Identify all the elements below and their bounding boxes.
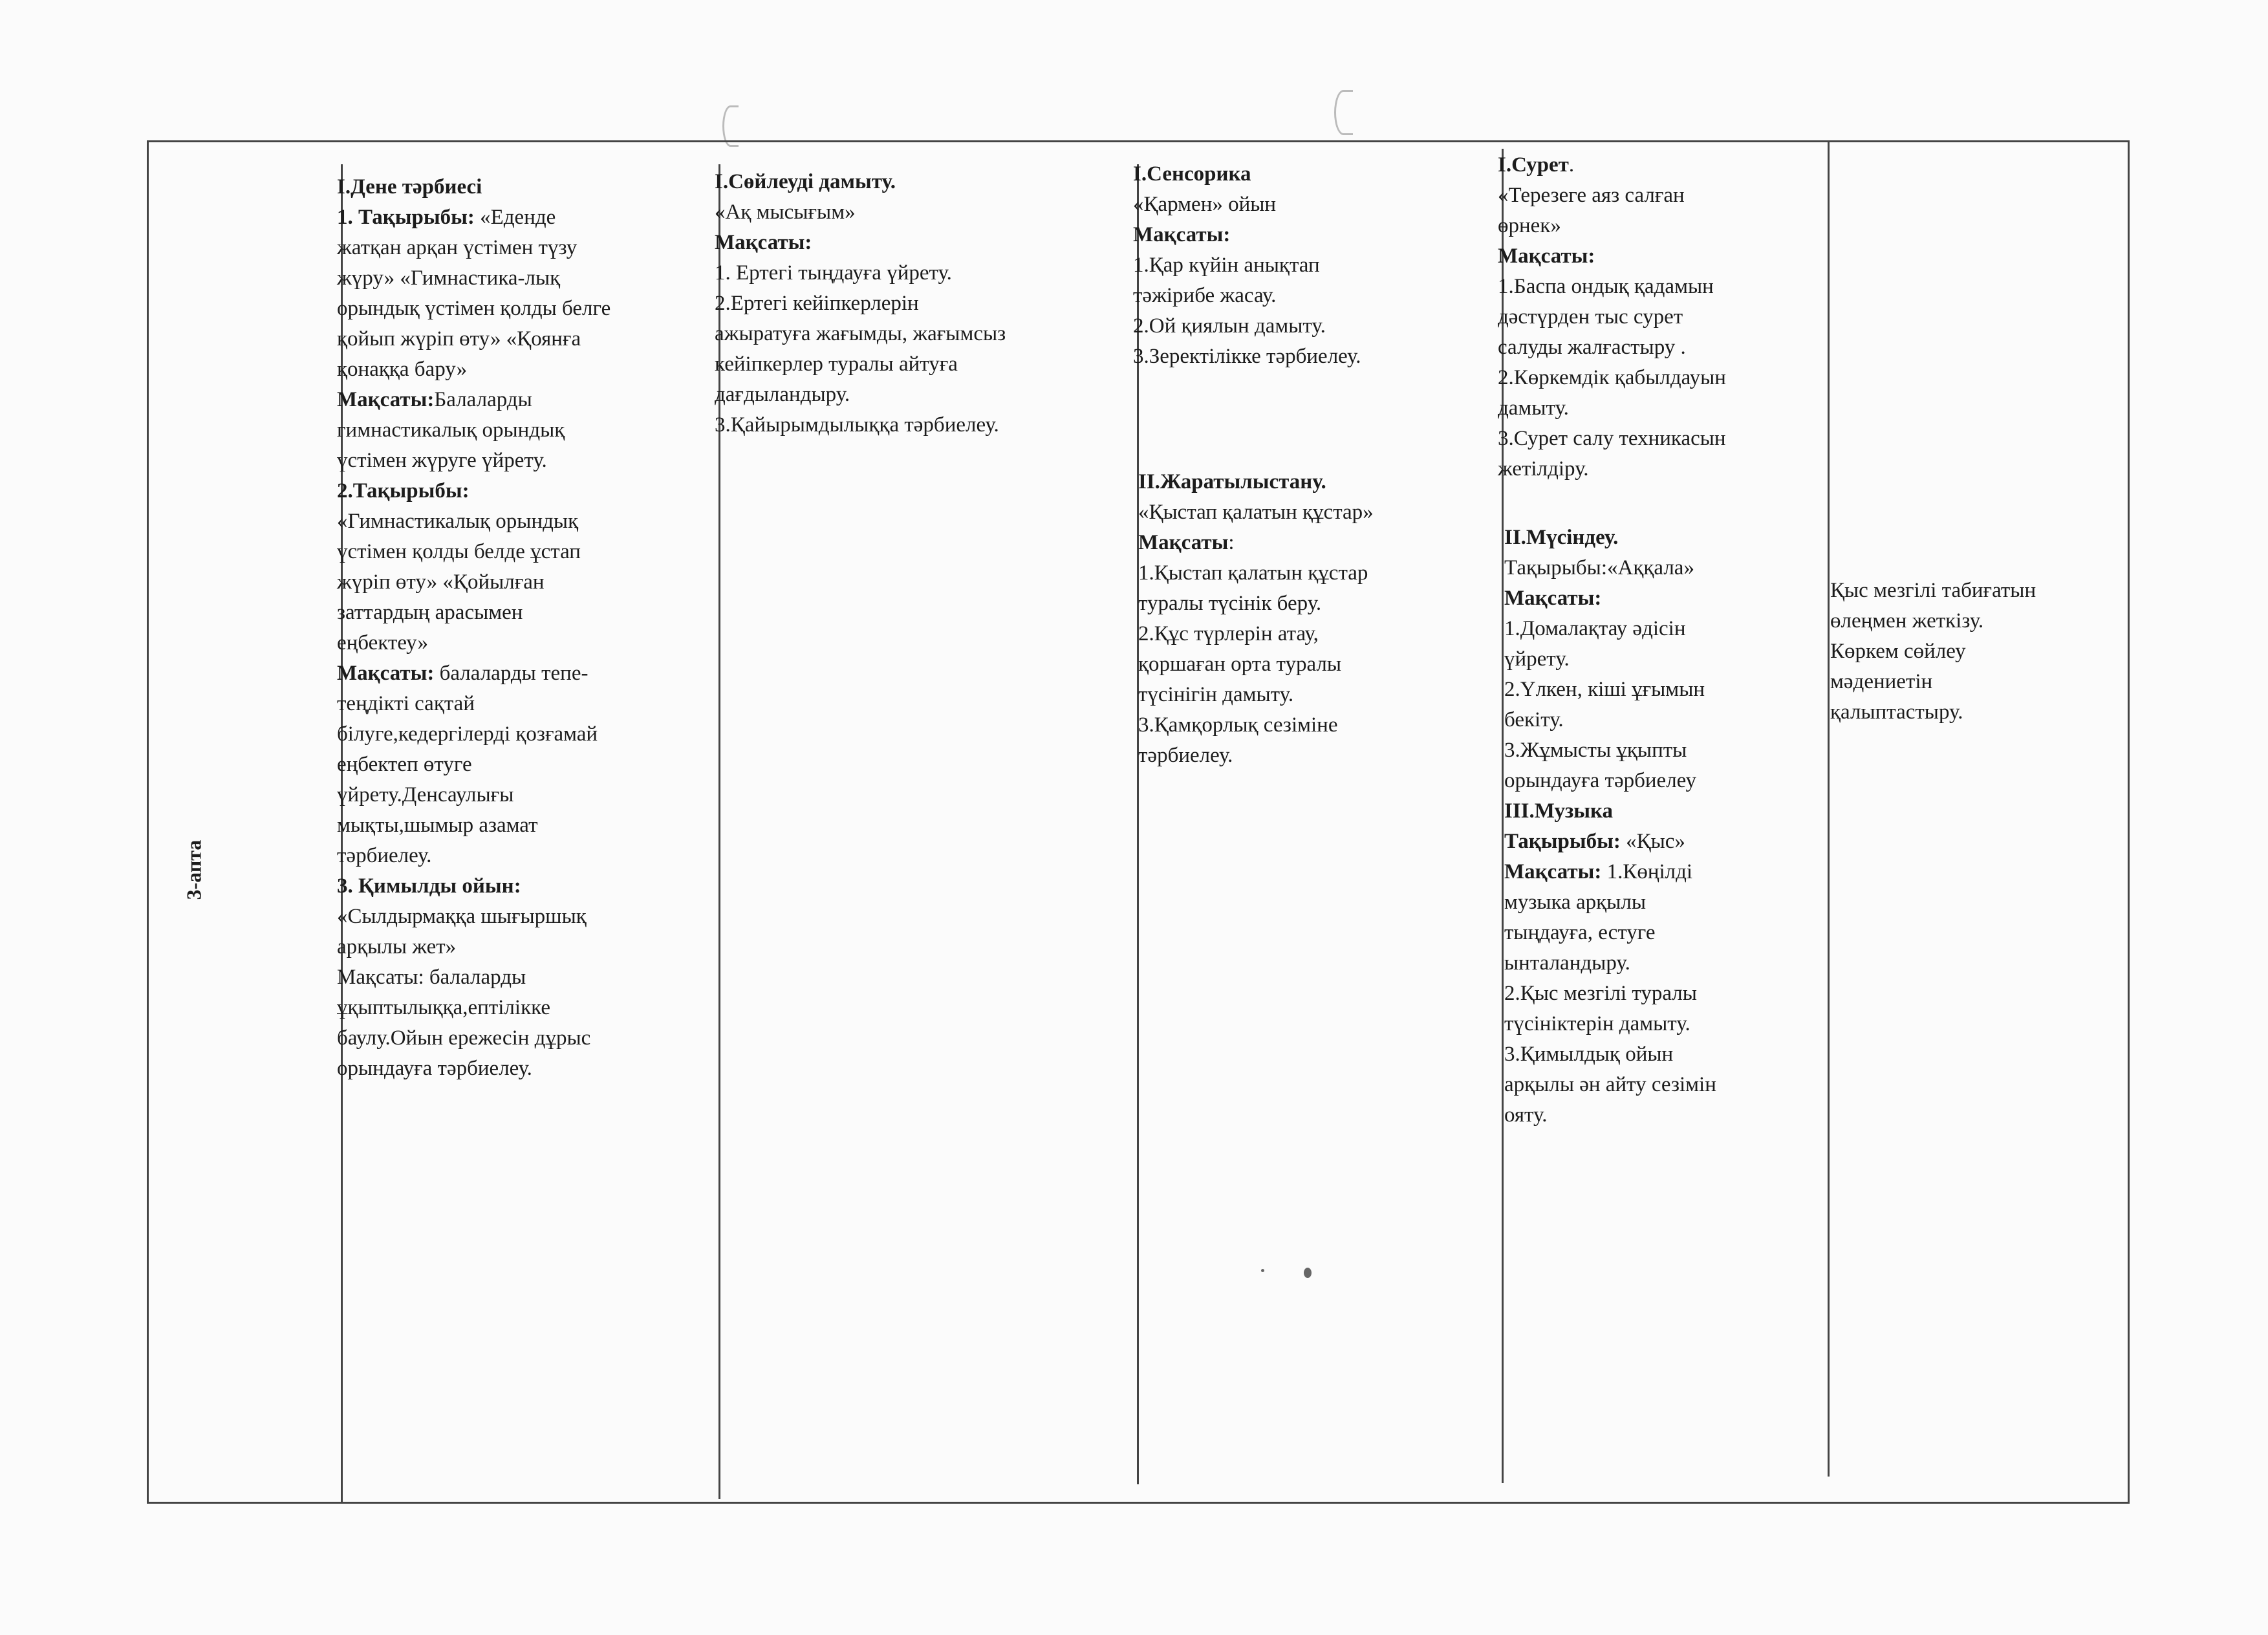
text-line: І.Сенсорика: [1133, 162, 1251, 186]
text-line: 3.Сурет салу техникасын: [1498, 427, 1726, 450]
text-line: 1.Қыстап қалатын құстар: [1138, 561, 1368, 585]
text-line: үстімен жүруге үйрету.: [337, 449, 547, 472]
text-line: ІІ.Мүсіндеу.: [1504, 526, 1619, 549]
text-line: Мақсаты: балаларды тепе-: [337, 662, 589, 685]
text-line: дағдыландыру.: [715, 383, 850, 406]
text-line: еңбектеп өтуге: [337, 753, 472, 776]
text-line: ІІІ.Музыка: [1504, 799, 1614, 823]
text-line: Тақырыбы:«Аққала»: [1504, 556, 1694, 579]
text-line: І.Сөйлеуді дамыту.: [715, 170, 896, 193]
text-line: І.Дене тәрбиесі: [337, 175, 482, 199]
text-line: дәстүрден тыс сурет: [1498, 305, 1683, 329]
text-line: жатқан арқан үстімен түзу: [337, 236, 578, 259]
text-line: орындық үстімен қолды белге: [337, 297, 611, 320]
text-line: ынталандыру.: [1504, 951, 1630, 975]
text-line: 1. Тақырыбы: «Еденде: [337, 206, 556, 229]
punch-hole-mark-right: [1334, 90, 1353, 135]
text-line: ІІ.Жаратылыстану.: [1138, 470, 1326, 493]
text-line: жетілдіру.: [1498, 457, 1589, 481]
column-2-text: [715, 167, 1129, 440]
text-line: 3.Қайырымдылыққа тәрбиелеу.: [715, 413, 999, 437]
text-line: 1. Ертегі тыңдауға үйрету.: [715, 261, 952, 285]
text-line: «Сылдырмаққа шығыршық: [337, 905, 587, 928]
text-line: ояту.: [1504, 1103, 1548, 1127]
text-line: 2.Ой қиялын дамыту.: [1133, 314, 1326, 338]
text-line: түсінігін дамыту.: [1138, 683, 1294, 706]
text-line: 1.Қар күйін анықтап: [1133, 254, 1320, 277]
text-line: 2.Қыс мезгілі туралы: [1504, 982, 1697, 1005]
text-line: еңбектеу»: [337, 631, 428, 655]
text-line: өрнек»: [1498, 214, 1561, 237]
text-line: Көркем сөйлеу: [1830, 640, 1966, 663]
text-line: заттардың арасымен: [337, 601, 523, 624]
text-line: қонаққа бару»: [337, 358, 468, 381]
text-line: 3.Жұмысты ұқыпты: [1504, 739, 1687, 762]
column-3-text-part2: [1138, 467, 1500, 771]
text-line: туралы түсінік беру.: [1138, 592, 1322, 615]
text-line: тыңдауға, естуге: [1504, 921, 1656, 944]
text-line: үстімен қолды белде ұстап: [337, 540, 581, 563]
text-line: 3.Зеректілікке тәрбиелеу.: [1133, 345, 1361, 368]
column-1-text: [337, 172, 686, 1084]
text-line: гимнастикалық орындық: [337, 418, 565, 442]
text-line: Мақсаты: балаларды: [337, 966, 526, 989]
text-line: ұқыптылыққа,ептілікке: [337, 996, 550, 1019]
text-line: 2.Үлкен, кіші ұғымын: [1504, 678, 1705, 701]
text-line: Мақсаты:: [1133, 223, 1231, 246]
column-3-text: [1133, 159, 1495, 372]
text-line: 1.Домалақтау әдісін: [1504, 617, 1686, 640]
text-line: қоршаған орта туралы: [1138, 653, 1342, 676]
text-line: үйрету.: [1504, 647, 1570, 671]
text-line: қалыптастыру.: [1830, 700, 1963, 724]
text-line: арқылы ән айту сезімін: [1504, 1073, 1716, 1096]
text-line: теңдікті сақтай: [337, 692, 475, 715]
text-line: 2.Көркемдік қабылдауын: [1498, 366, 1726, 389]
text-line: 3.Қамқорлық сезіміне: [1138, 713, 1338, 737]
text-line: ажыратуға жағымды, жағымсыз: [715, 322, 1006, 345]
text-line: І.Сурет.: [1498, 153, 1575, 177]
text-line: тәжірибе жасау.: [1133, 284, 1277, 307]
column-4-text-part2: [1504, 523, 1828, 1131]
column-divider: [1828, 140, 1830, 1477]
text-line: Мақсаты:: [715, 231, 812, 254]
text-line: Қыс мезгілі табиғатын: [1830, 579, 2036, 602]
text-line: 1.Баспа ондық қадамын: [1498, 275, 1714, 298]
text-line: өлеңмен жеткізу.: [1830, 609, 1984, 633]
text-line: мәдениетін: [1830, 670, 1933, 693]
text-line: «Қармен» ойын: [1133, 193, 1277, 216]
text-line: түсініктерін дамыту.: [1504, 1012, 1690, 1035]
week-label: 3-апта: [182, 839, 206, 900]
text-line: «Гимнастикалық орындық: [337, 510, 579, 533]
text-line: «Терезеге аяз салған: [1498, 184, 1685, 207]
text-line: 2.Тақырыбы:: [337, 479, 470, 503]
text-line: 3. Қимылды ойын:: [337, 874, 521, 898]
text-line: үйрету.Денсаулығы: [337, 783, 514, 807]
text-line: білуге,кедергілерді қозғамай: [337, 722, 598, 746]
text-line: мықты,шымыр азамат: [337, 814, 538, 837]
column-5-text: [1830, 576, 2134, 728]
text-line: жүріп өту» «Қойылған: [337, 570, 545, 594]
text-line: тәрбиелеу.: [1138, 744, 1233, 767]
text-line: арқылы жет»: [337, 935, 457, 958]
text-line: «Қыстап қалатын құстар»: [1138, 501, 1374, 524]
text-line: Мақсаты:: [1498, 244, 1595, 268]
text-line: Мақсаты:: [1138, 531, 1235, 554]
text-line: тәрбиелеу.: [337, 844, 432, 867]
text-line: 3.Қимылдық ойын: [1504, 1043, 1674, 1066]
text-line: музыка арқылы: [1504, 891, 1647, 914]
text-line: орындауға тәрбиелеу.: [337, 1057, 532, 1080]
text-line: кейіпкерлер туралы айтуға: [715, 352, 958, 376]
text-line: 2.Құс түрлерін атау,: [1138, 622, 1319, 645]
text-line: баулу.Ойын ережесін дұрыс: [337, 1026, 591, 1050]
text-line: қойып жүріп өту» «Қоянға: [337, 327, 581, 351]
text-line: орындауға тәрбиелеу: [1504, 769, 1696, 792]
text-line: Мақсаты: 1.Көңілді: [1504, 860, 1693, 883]
text-line: салуды жалғастыру .: [1498, 336, 1686, 359]
text-line: бекіту.: [1504, 708, 1564, 731]
text-line: 2.Ертегі кейіпкерлерін: [715, 292, 919, 315]
text-line: Мақсаты:: [1504, 587, 1602, 610]
text-line: «Ақ мысығым»: [715, 200, 856, 224]
text-line: Мақсаты:Балаларды: [337, 388, 532, 411]
text-line: жүру» «Гимнастика-лық: [337, 266, 561, 290]
text-line: дамыту.: [1498, 396, 1569, 420]
text-line: Тақырыбы: «Қыс»: [1504, 830, 1685, 853]
column-4-text: [1498, 150, 1821, 484]
